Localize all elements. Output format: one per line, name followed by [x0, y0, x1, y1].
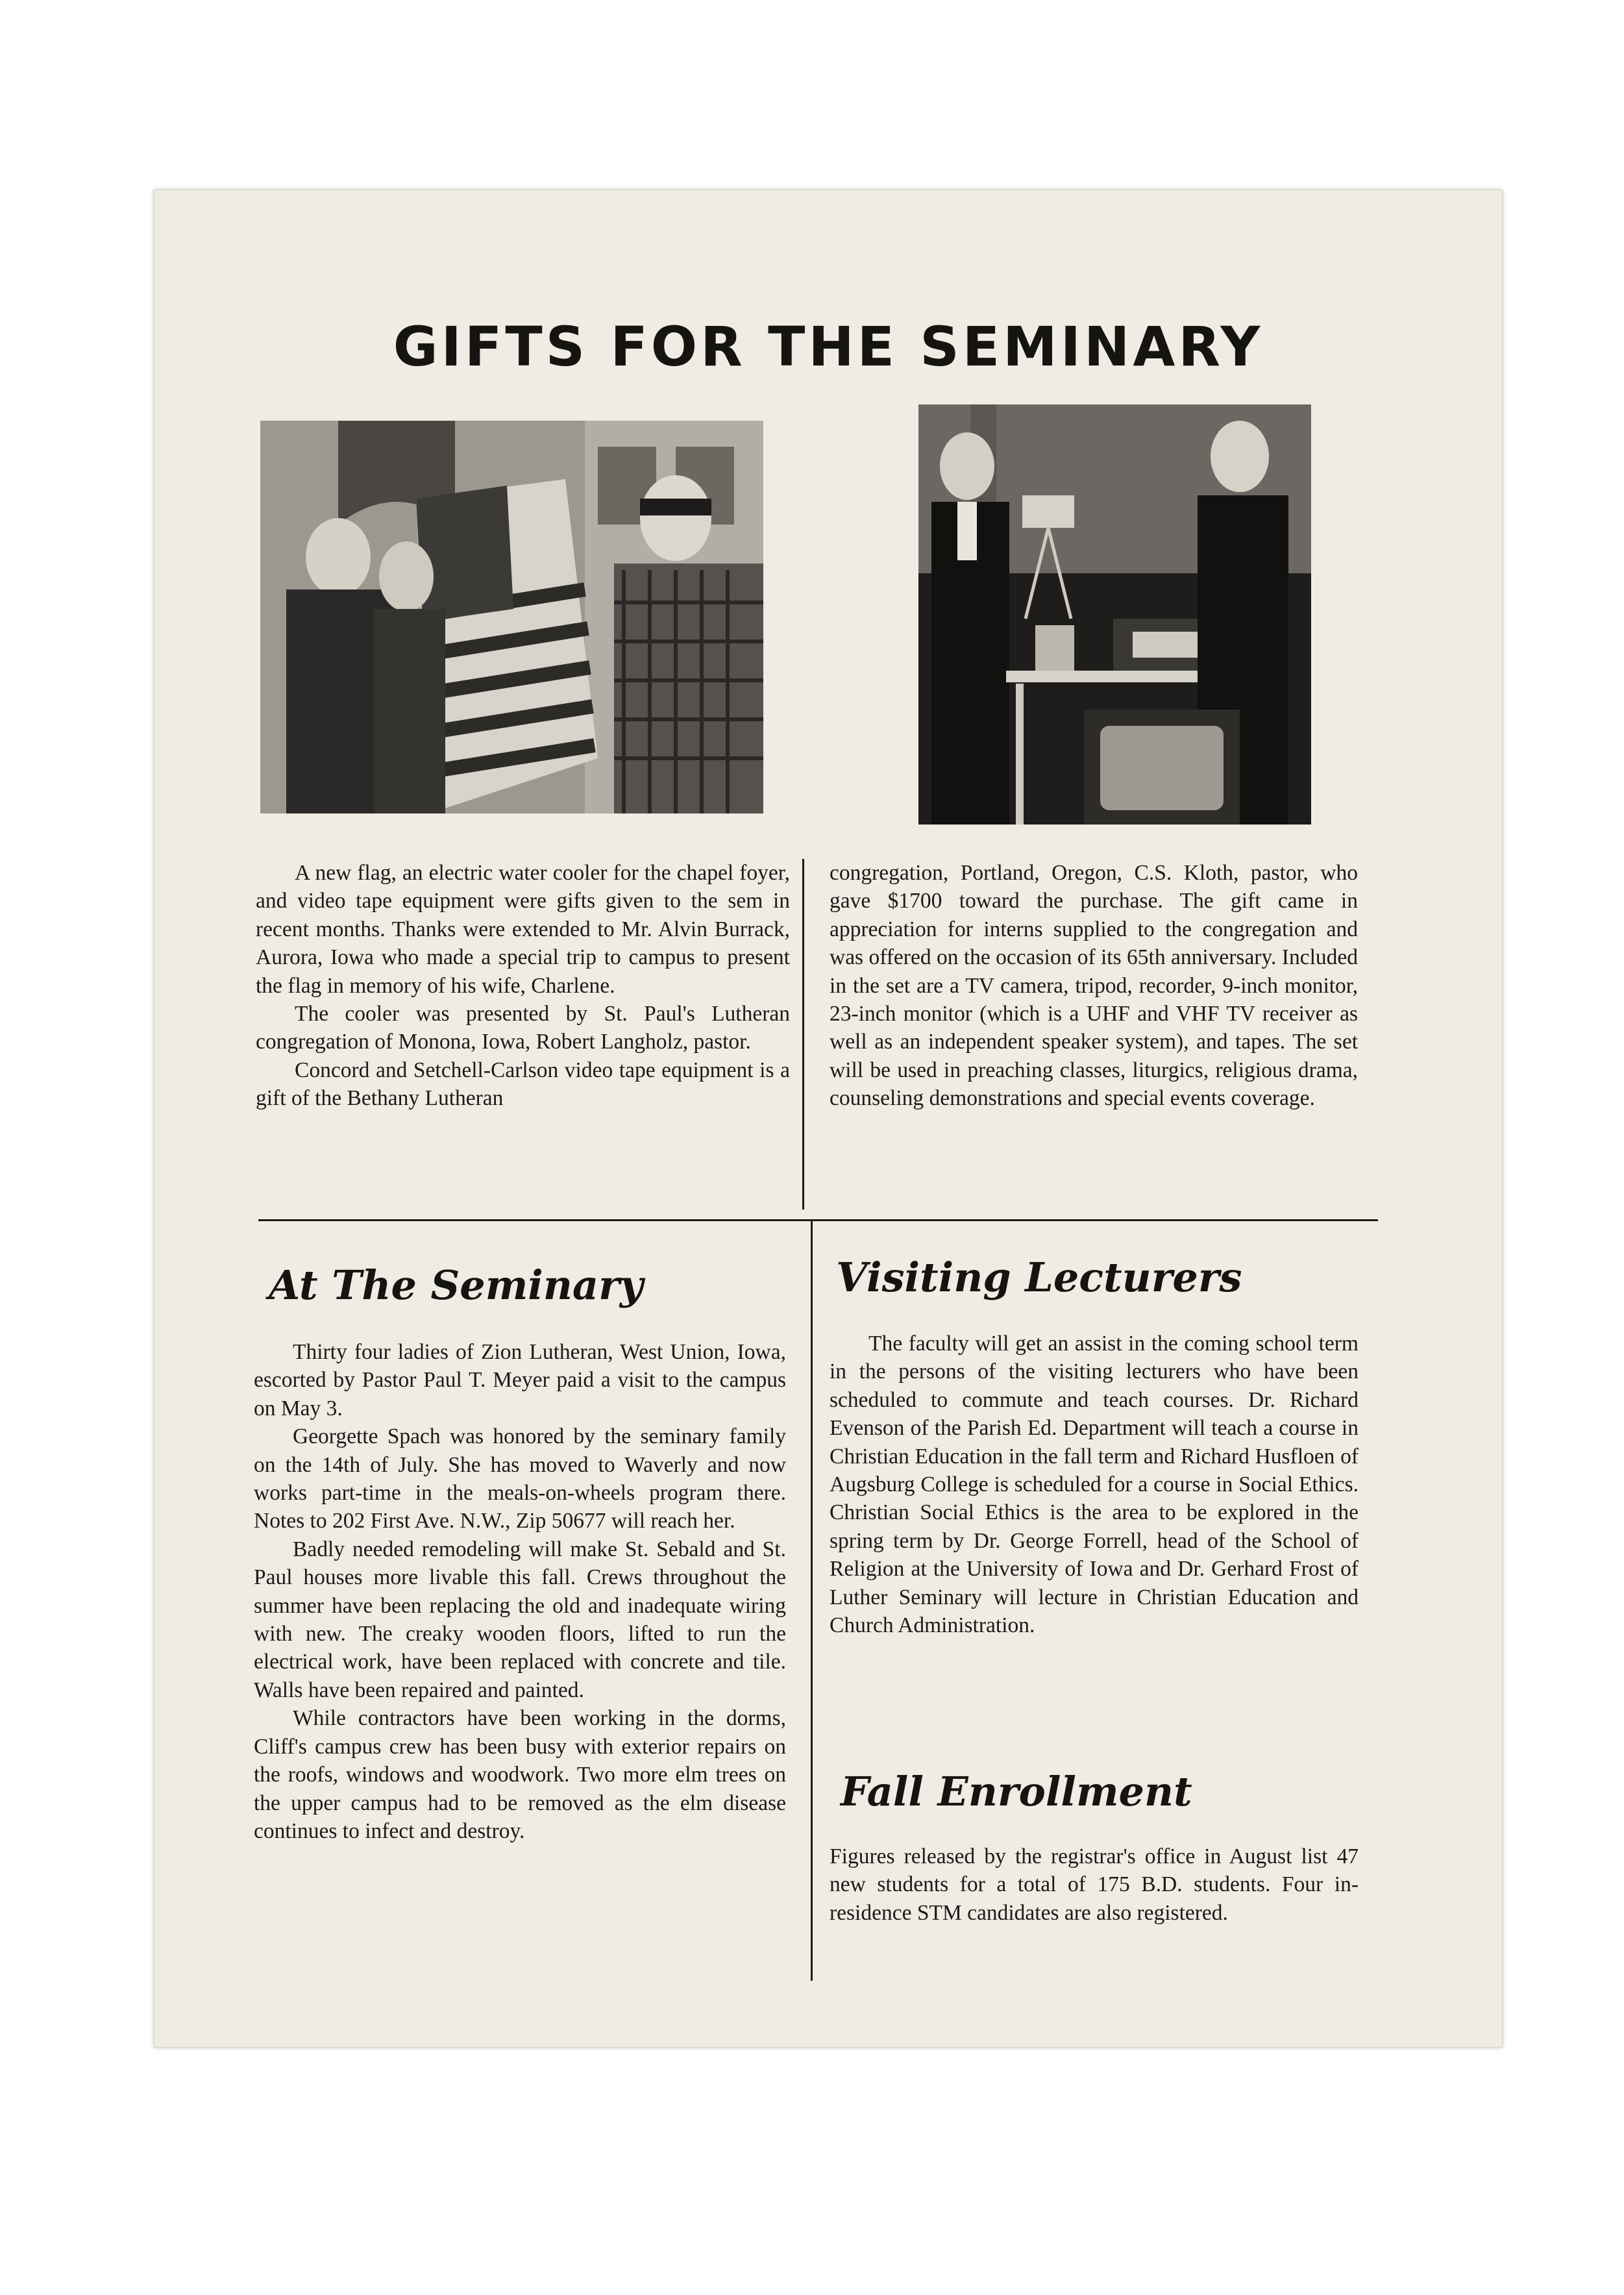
video-equipment-photo	[918, 404, 1311, 825]
seminary-paragraph: While contractors have been working in the dorms, Cliff's campus crew has been busy with exterior repairs on the roofs, windows and woodwork. Two more elm trees on the upper campus had to be removed as the elm disease continues to infect and destroy.	[254, 1706, 786, 1843]
seminary-paragraph: Thirty four ladies of Zion Lutheran, West Union, Iowa, escorted by Pastor Paul T. Meyer paid a visit to the campus on May 3.	[254, 1340, 786, 1420]
seminary-paragraph: Georgette Spach was honored by the seminary family on the 14th of July. She has moved to Waverly and now works part-time in the meals-on-wheels program there. Notes to 202 First Ave. N.W., Zip 50677 will reach her.	[254, 1424, 786, 1533]
gifts-paragraph: A new flag, an electric water cooler for the chapel foyer, and video tape equipment were gifts given to the sem in recent months. Thanks were extended to Mr. Alvin Burrack, Aurora, Iowa who made a special trip to campus to present the flag in memory of his wife, Charlene.	[256, 861, 790, 998]
gifts-paragraph: The cooler was presented by St. Paul's Lutheran congregation of Monona, Iowa, Robert Langholz, pastor.	[256, 1002, 790, 1054]
column-divider	[811, 1221, 813, 1981]
gifts-right-column	[830, 859, 1358, 1113]
section-divider	[258, 1219, 1378, 1221]
visiting-lecturers-heading: Visiting Lecturers	[836, 1254, 1242, 1301]
lecturers-paragraph: The faculty will get an assist in the coming school term in the persons of the visiting lecturers who have been scheduled to commute and teach courses. Dr. Richard Evenson of the Parish Ed. Department will teach a course in Christian Education in the fall term and Richard Husfloen of Augsburg College is scheduled for a course in Social Ethics. Christian Social Ethics is the area to be explored in the spring term by Dr. George Forrell, head of the School of Religion at the University of Iowa and Dr. Gerhard Frost of Luther Seminary will lecture in Christian Education and Church Administration.	[830, 1332, 1359, 1638]
newsletter-page	[154, 190, 1503, 2048]
fall-enrollment-heading: Fall Enrollment	[841, 1768, 1192, 1815]
gifts-paragraph: Concord and Setchell-Carlson video tape equipment is a gift of the Bethany Lutheran	[256, 1058, 790, 1111]
column-divider	[802, 859, 804, 1210]
page-title: GIFTS FOR THE SEMINARY	[393, 315, 1264, 378]
at-the-seminary-heading: At The Seminary	[269, 1261, 643, 1309]
gifts-paragraph: congregation, Portland, Oregon, C.S. Kloth, pastor, who gave $1700 toward the purchase. The gift came in appreciation for interns supplied to the congregation and was offered on the occasion of its 65th anniversary. Included in the set are a TV camera, tripod, recorder, 9-inch monitor, 23-inch monitor (which is a UHF and VHF TV receiver as well as an independent speaker system), and tapes. The set will be used in preaching classes, liturgics, religious drama, counseling demonstrations and special events coverage.	[830, 861, 1358, 1111]
at-the-seminary-column	[254, 1338, 786, 1845]
visiting-lecturers-column	[830, 1330, 1359, 1639]
fall-enrollment-column	[830, 1842, 1359, 1927]
seminary-paragraph: Badly needed remodeling will make St. Sebald and St. Paul houses more livable this fall. Crews throughout the summer have been replacing the old and inadequate wiring with new. The creaky wooden floors, lifted to run the electrical work, have been replaced with concrete and tile. Walls have been repaired and painted.	[254, 1537, 786, 1702]
enrollment-paragraph: Figures released by the registrar's office in August list 47 new students for a total of 175 B.D. students. Four in-residence STM candidates are also registered.	[830, 1844, 1359, 1925]
flag-photo	[260, 421, 763, 813]
gifts-left-column	[256, 859, 790, 1113]
